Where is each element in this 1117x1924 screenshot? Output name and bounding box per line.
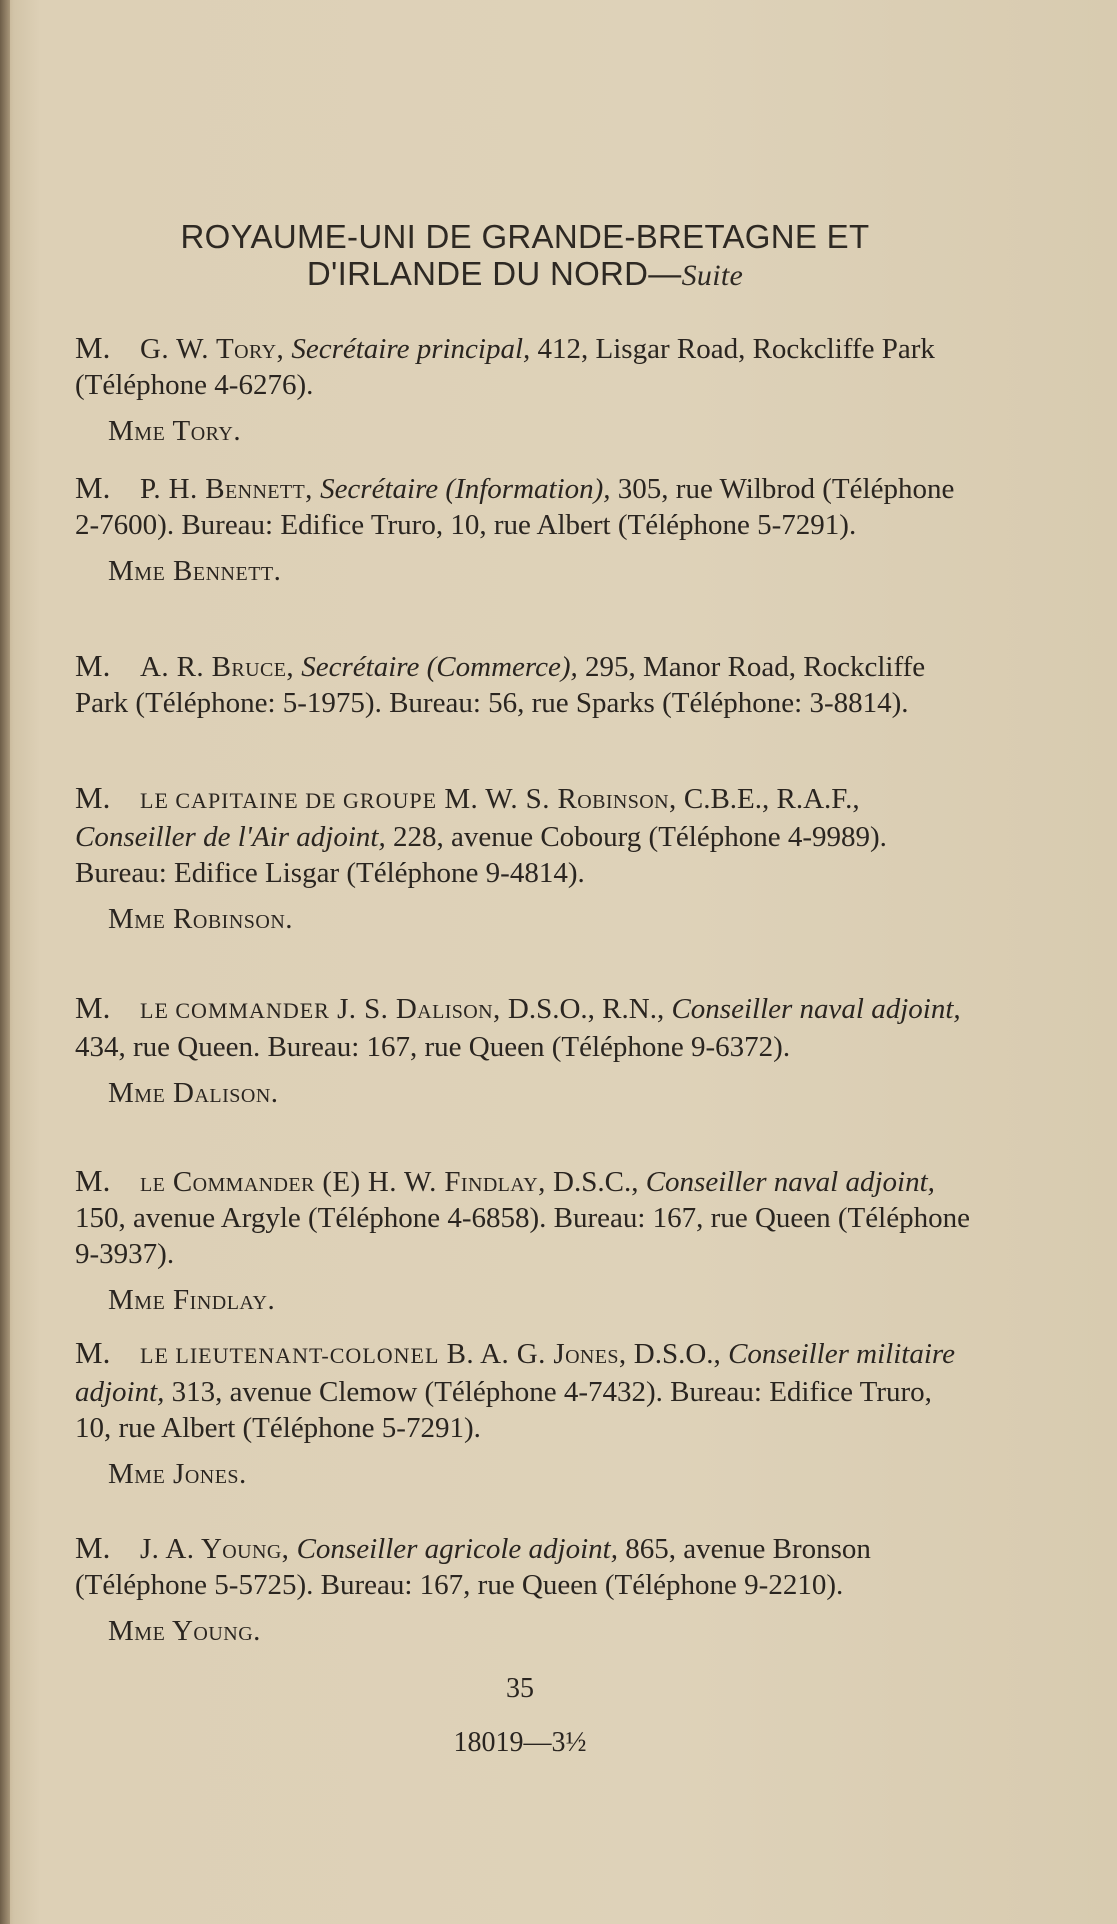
entry-bennett: [75, 470, 975, 589]
entry-role: Secrétaire (Information),: [320, 473, 611, 505]
entry-spouse: Mme Findlay.: [108, 1284, 276, 1316]
entry-findlay: [75, 1163, 975, 1318]
entry-spouse: Mme Tory.: [108, 415, 242, 447]
entry-robinson: [75, 780, 975, 937]
entry-text: [75, 1335, 975, 1446]
entry-honors: D.S.C.,: [545, 1166, 639, 1198]
entry-lead: M.: [75, 330, 111, 365]
entry-name: J. S. Dalison,: [337, 993, 501, 1025]
entry-name: P. H. Bennett,: [140, 473, 313, 505]
entry-lead: M.: [75, 1530, 111, 1565]
title-line-2-wrap: [95, 255, 955, 294]
entry-address: 305, rue Wilbrod (Téléphone 2-7600). Bureau: Edifice Truro, 10, rue Albert (Téléphone 5-7291).: [75, 473, 955, 541]
title-suite: Suite: [681, 259, 744, 292]
entry-spouse: Mme Dalison.: [108, 1077, 279, 1109]
title-line-2: D'IRLANDE DU NORD—: [306, 255, 682, 292]
entry-rank: LE COMMANDER: [140, 998, 330, 1023]
entry-bruce: [75, 648, 975, 721]
entry-text: [75, 330, 975, 403]
entry-name: B. A. G. Jones,: [446, 1338, 627, 1370]
entry-honors: D.S.O.,: [626, 1338, 721, 1370]
entry-honors: D.S.O., R.N.,: [500, 993, 665, 1025]
entry-address: 313, avenue Clemow (Téléphone 4-7432). Bureau: Edifice Truro, 10, rue Albert (Téléphone 5-7291).: [75, 1376, 932, 1444]
entry-role: Secrétaire (Commerce),: [301, 651, 578, 683]
entry-name: M. W. S. Robinson,: [444, 783, 677, 815]
entry-lead: M.: [75, 1163, 111, 1198]
entry-role: Conseiller de l'Air adjoint,: [75, 821, 386, 853]
entry-lead: M.: [75, 648, 111, 683]
entry-text: [75, 470, 975, 543]
entry-lead: M.: [75, 990, 111, 1025]
entry-role: Conseiller militaire adjoint,: [75, 1338, 955, 1408]
entry-role: Secrétaire principal,: [291, 333, 531, 365]
entry-dalison: [75, 990, 975, 1111]
entry-spouse: Mme Bennett.: [108, 555, 282, 587]
entry-jones: [75, 1335, 975, 1492]
entry-role: Conseiller naval adjoint,: [671, 993, 961, 1025]
entry-name: J. A. Young,: [140, 1533, 290, 1565]
entry-text: [75, 990, 975, 1065]
entry-rank: le Commander (E): [140, 1166, 361, 1198]
entry-tory: [75, 330, 975, 449]
section-title: [95, 218, 955, 294]
entry-address: 150, avenue Argyle (Téléphone 4-6858). Bureau: 167, rue Queen (Téléphone 9-3937).: [75, 1202, 970, 1270]
entry-text: [75, 1163, 975, 1272]
entry-address: 412, Lisgar Road, Rockcliffe Park (Téléphone 4-6276).: [75, 333, 935, 401]
entry-lead: M.: [75, 1335, 111, 1370]
entry-role: Conseiller agricole adjoint,: [296, 1533, 618, 1565]
print-code: 18019—3½: [453, 1727, 587, 1758]
entry-name: A. R. Bruce,: [140, 651, 295, 683]
entry-spouse: Mme Jones.: [108, 1458, 247, 1490]
page-number: 35: [506, 1673, 534, 1704]
entry-role: Conseiller naval adjoint,: [645, 1166, 935, 1198]
entry-address: 434, rue Queen. Bureau: 167, rue Queen (Téléphone 9-6372).: [75, 1031, 791, 1063]
entry-name: H. W. Findlay,: [367, 1166, 546, 1198]
entry-address: 228, avenue Cobourg (Téléphone 4-9989). Bureau: Edifice Lisgar (Téléphone 9-4814).: [75, 821, 887, 889]
entry-text: [75, 1530, 975, 1603]
entry-lead: M.: [75, 470, 111, 505]
entry-text: [75, 780, 975, 891]
entry-rank: LE LIEUTENANT-COLONEL: [140, 1343, 440, 1368]
entry-spouse: Mme Young.: [108, 1615, 261, 1647]
entry-rank: LE CAPITAINE DE GROUPE: [140, 788, 438, 813]
entry-spouse: Mme Robinson.: [108, 903, 294, 935]
title-line-1: ROYAUME-UNI DE GRANDE-BRETAGNE ET: [180, 218, 870, 255]
entry-young: [75, 1530, 975, 1649]
entry-honors: C.B.E., R.A.F.,: [676, 783, 860, 815]
entry-lead: M.: [75, 780, 111, 815]
entry-address: 865, avenue Bronson (Téléphone 5-5725). Bureau: 167, rue Queen (Téléphone 9-2210).: [75, 1533, 871, 1601]
book-spine-shadow: [0, 0, 10, 1924]
entry-address: 295, Manor Road, Rockcliffe Park (Téléphone: 5-1975). Bureau: 56, rue Sparks (Téléphone: 3-8814).: [75, 651, 926, 719]
entry-name: G. W. Tory,: [140, 333, 285, 365]
entry-text: [75, 648, 975, 721]
